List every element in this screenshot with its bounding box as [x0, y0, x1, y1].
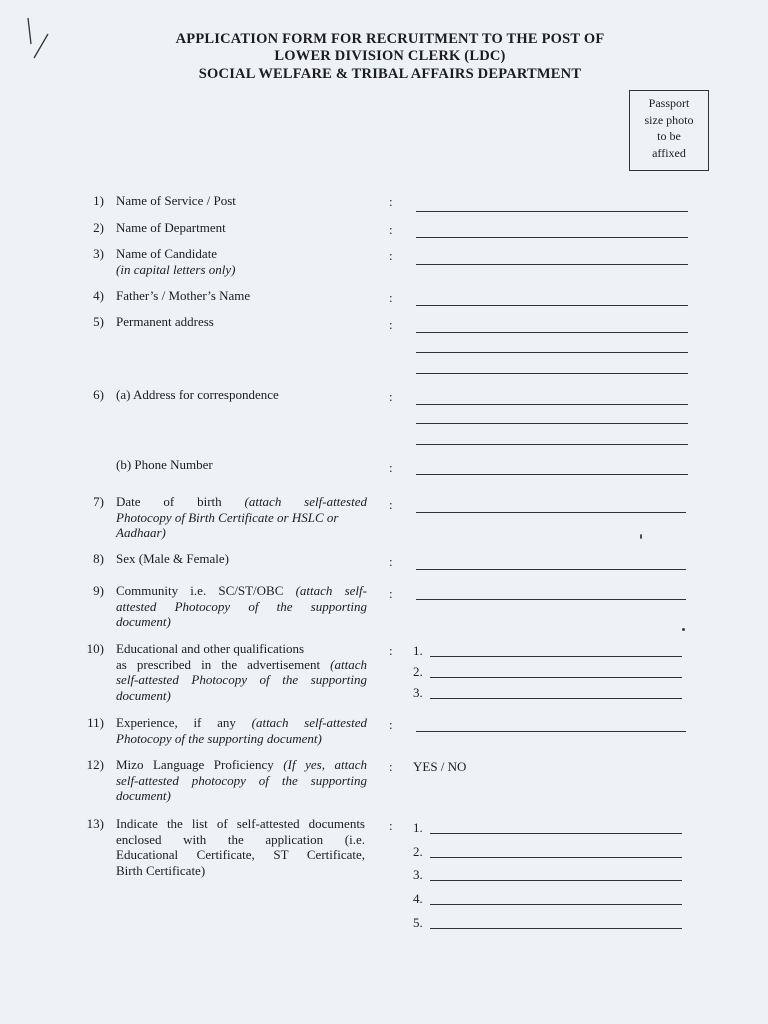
document-line-3[interactable] [430, 880, 682, 881]
colon: : [389, 194, 393, 209]
colon: : [389, 818, 393, 833]
date-of-birth-line[interactable] [416, 512, 686, 513]
candidate-name-line[interactable] [416, 264, 688, 265]
field-number: 12) [86, 757, 104, 772]
colon: : [389, 643, 393, 658]
photo-box-text-2: size photo [644, 112, 694, 127]
mizo-proficiency-label-line [116, 757, 367, 773]
field-number: 7) [93, 494, 104, 509]
qualifications-label-line [116, 657, 367, 673]
date-of-birth-label-line [116, 494, 367, 510]
permanent-address-line[interactable] [416, 373, 688, 374]
attach-note: Photocopy of the supporting document) [116, 730, 322, 746]
permanent-address-label: Permanent address [116, 314, 214, 329]
permanent-address-line[interactable] [416, 352, 688, 353]
documents-list-label: Indicate the list of self-attested documents [116, 816, 365, 831]
form-title-line-2: LOWER DIVISION CLERK (LDC) [274, 48, 506, 64]
community-line[interactable] [416, 599, 686, 600]
colon: : [389, 586, 393, 601]
phone-number-label: (b) Phone Number [116, 457, 213, 472]
experience-label-line [116, 715, 367, 731]
field-number: 2) [93, 220, 104, 235]
list-marker: 1. [413, 643, 423, 658]
list-marker: 2. [413, 844, 423, 859]
permanent-address-line[interactable] [416, 332, 688, 333]
form-title-line-3: SOCIAL WELFARE & TRIBAL AFFAIRS DEPARTMENT [198, 66, 582, 82]
correspondence-address-line[interactable] [416, 423, 688, 424]
attach-note: document) [116, 788, 171, 803]
documents-list-label: enclosed with the application (i.e. [116, 831, 365, 847]
list-marker: 2. [413, 664, 423, 679]
field-number: 10) [86, 641, 104, 656]
service-post-line[interactable] [416, 211, 688, 212]
document-line-4[interactable] [430, 904, 682, 905]
mizo-proficiency-label: Mizo Language Proficiency [116, 757, 274, 772]
sex-label: Sex (Male & Female) [116, 551, 229, 566]
pen-mark [22, 14, 50, 64]
correspondence-address-line[interactable] [416, 404, 688, 405]
attach-note: document) [116, 614, 171, 629]
passport-photo-box [629, 90, 709, 171]
document-line-1[interactable] [430, 833, 682, 834]
department-line[interactable] [416, 237, 688, 238]
list-marker: 1. [413, 820, 423, 835]
parent-name-label: Father’s / Mother’s Name [116, 288, 251, 303]
qualification-line-2[interactable] [430, 677, 682, 678]
colon: : [389, 317, 393, 332]
field-number: 4) [93, 288, 104, 303]
yes-no-option[interactable]: YES / NO [413, 759, 467, 774]
department-label: Name of Department [116, 220, 226, 235]
colon: : [389, 497, 393, 512]
document-line-2[interactable] [430, 857, 682, 858]
qualification-line-3[interactable] [430, 698, 682, 699]
experience-label: Experience, if any [116, 715, 236, 730]
documents-list-label: Educational Certificate, ST Certificate, [116, 847, 365, 862]
qualifications-label: Educational and other qualifications [116, 641, 305, 656]
attach-note: (attach self-attested [244, 494, 367, 509]
field-number: 1) [93, 193, 104, 208]
attach-note: (attach self-attested [251, 715, 367, 730]
attach-note: (attach [330, 656, 367, 672]
ink-speck [682, 628, 685, 631]
qualification-line-1[interactable] [430, 656, 682, 657]
colon: : [389, 759, 393, 774]
ink-speck [640, 534, 642, 539]
service-post-label: Name of Service / Post [116, 193, 236, 208]
colon: : [389, 460, 393, 475]
list-marker: 3. [413, 685, 423, 700]
date-of-birth-label: Date of birth [116, 494, 222, 509]
field-number: 13) [86, 816, 104, 831]
field-number: 6) [93, 387, 104, 402]
field-number: 11) [87, 715, 104, 730]
list-marker: 3. [413, 867, 423, 882]
field-number: 8) [93, 551, 104, 566]
document-line-5[interactable] [430, 928, 682, 929]
phone-number-line[interactable] [416, 474, 688, 475]
photo-box-text-4: affixed [652, 145, 686, 160]
colon: : [389, 248, 393, 263]
field-number: 3) [93, 246, 104, 261]
sex-line[interactable] [416, 569, 686, 570]
list-marker: 4. [413, 891, 423, 906]
colon: : [389, 389, 393, 404]
photo-box-text-1: Passport [648, 96, 690, 110]
attach-note: document) [116, 687, 171, 703]
capital-letters-note: (in capital letters only) [116, 262, 236, 277]
attach-note: self-attested photocopy of the supporting [116, 772, 367, 788]
attach-note: Aadhaar) [116, 525, 166, 540]
community-label: Community i.e. SC/ST/OBC [116, 583, 284, 598]
field-number: 9) [93, 583, 104, 598]
correspondence-address-line[interactable] [416, 444, 688, 445]
colon: : [389, 290, 393, 305]
candidate-name-label: Name of Candidate [116, 246, 218, 261]
colon: : [389, 717, 393, 732]
list-marker: 5. [413, 915, 423, 930]
attach-note: (If yes, attach [283, 757, 367, 772]
attach-note: attested Photocopy of the supporting [116, 598, 367, 614]
parent-name-line[interactable] [416, 305, 688, 306]
attach-note: self-attested Photocopy of the supporting [116, 672, 367, 687]
field-number: 5) [93, 314, 104, 329]
form-title-line-1: APPLICATION FORM FOR RECRUITMENT TO THE POST OF [175, 31, 605, 47]
photo-box-text-3: to be [657, 129, 681, 143]
colon: : [389, 554, 393, 569]
experience-line[interactable] [416, 731, 686, 732]
correspondence-address-label: (a) Address for correspondence [116, 387, 279, 402]
attach-note: (attach self- [295, 583, 367, 598]
qualifications-label: as prescribed in the advertisement [116, 656, 321, 672]
community-label-line [116, 583, 367, 599]
documents-list-label: Birth Certificate) [116, 862, 206, 878]
attach-note: Photocopy of Birth Certificate or HSLC or [116, 509, 339, 525]
colon: : [389, 222, 393, 237]
